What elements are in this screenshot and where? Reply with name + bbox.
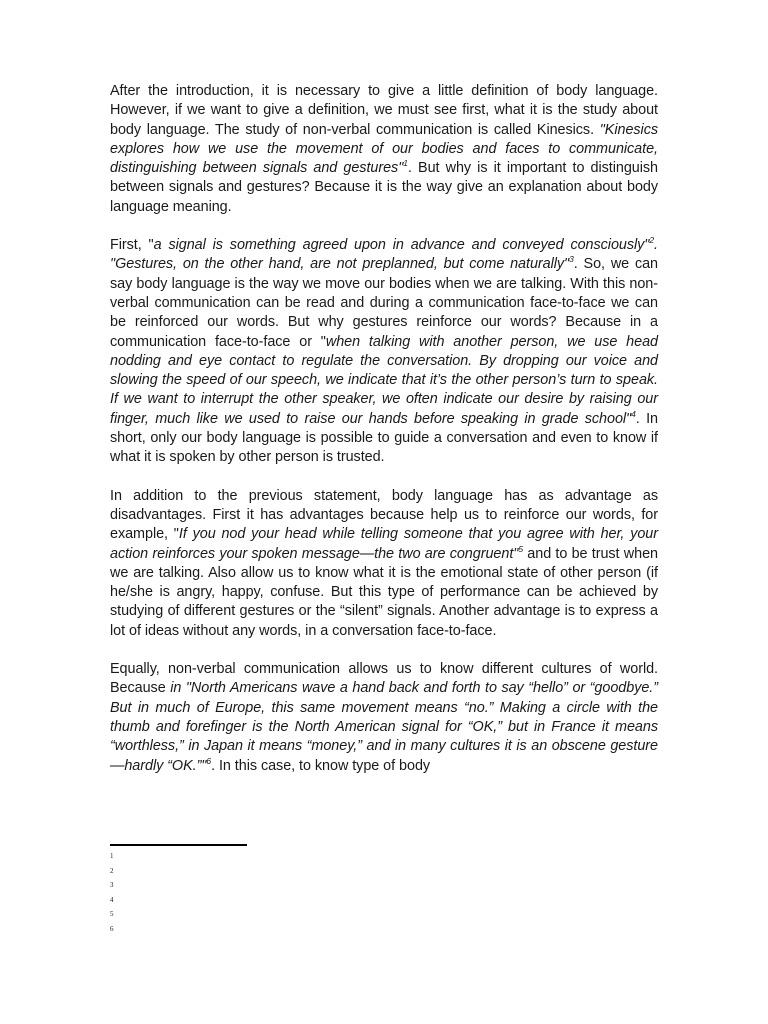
quoted-text: in "North Americans wave a hand back and forth to say “hello” or “goodbye.” But in much of Europe, this same movement means “no.” Making a circle with the thumb and forefinger is the North American signal for “OK,” but in France it means “worthless,” in Japan it means “money,” and in many cultures it is an obscene gesture—hardly “OK.”" (110, 680, 658, 774)
footnote-reference: 6 (206, 755, 212, 766)
footnote-reference: 2 (649, 235, 655, 246)
footnote-number: 3 (110, 881, 114, 889)
quoted-text: If you nod your head while telling someone that you agree with her, your action reinforces your spoken message—the two are congruent" (110, 526, 658, 562)
body-text-run: . In this case, to know type of body (211, 757, 431, 774)
body-text-run: . But why is it important to distinguish between signals and gestures? Because it is the way give an explanation about body language meaning. (110, 160, 658, 215)
paragraph-2 (110, 236, 658, 468)
body-text-run: . In short, only our body language is possible to guide a conversation and even to know if what it is spoken by other person is trusted. (110, 410, 658, 466)
footnote-reference: 5 (518, 543, 524, 554)
body-text-run: In addition to the previous statement, body language has as advantage as disadvantages. First it has advantages because help us to reinforce our words, for example, " (110, 487, 658, 543)
quoted-text: when talking with another person, we use head nodding and eye contact to regulate the conversation. By dropping our voice and slowing the speed of our speech, we indicate that it’s the other person’s turn to speak. If we want to interrupt the other speaker, we often indicate our desire by raising our finger, much like we used to raise our hands before speaking in grade school" (110, 333, 658, 427)
paragraph-4 (110, 660, 658, 776)
footnote-reference: 1 (403, 158, 408, 169)
paragraph-3 (110, 487, 658, 641)
quoted-text: a signal is something agreed upon in advance and conveyed consciously" (153, 237, 650, 254)
document-body (110, 82, 658, 795)
body-text-run: . So, we can say body language is the way we move our bodies when we are talking. With this non-verbal communication can be read and during a communication face-to-face we can be reinforced our words. But why gestures reinforce our words? Because in a communication face-to-face or " (110, 256, 658, 350)
footnote-number: 1 (110, 852, 114, 860)
body-text-run: and to be trust when we are talking. Also allow us to know what it is the emotional state of other person (if he/she is angry, happy, confuse. But this type of performance can be achieved by studying of different gestures or the “silent” signals. Another advantage is to express a lot of ideas without any words, in a conversation face-to-face. (110, 545, 658, 639)
footnote-number: 4 (110, 895, 114, 904)
paragraph-1 (110, 82, 658, 217)
footnotes (110, 849, 150, 936)
body-text-run: First, " (110, 237, 154, 254)
footnote-reference: 3 (569, 254, 574, 265)
footnote-number: 5 (110, 910, 114, 918)
quoted-text: . " (110, 237, 658, 273)
footnote-number: 6 (110, 924, 114, 933)
footnote-number: 2 (110, 866, 114, 875)
body-text-run: After the introduction, it is necessary to give a little definition of body language. However, if we want to give a definition, we must see first, what it is the study about body language. The study of non-verbal communication is called Kinesics. (110, 83, 658, 138)
body-text-run: Equally, non-verbal communication allows us to know different cultures of world. Because (110, 661, 658, 697)
footnote-separator (110, 844, 247, 846)
footnote-reference: 4 (631, 408, 636, 419)
quoted-text: "Kinesics explores how we use the movement of our bodies and faces to communicate, distinguishing between signals and gestures" (110, 121, 658, 177)
quoted-text: Gestures, on the other hand, are not preplanned, but come naturally" (115, 256, 570, 273)
